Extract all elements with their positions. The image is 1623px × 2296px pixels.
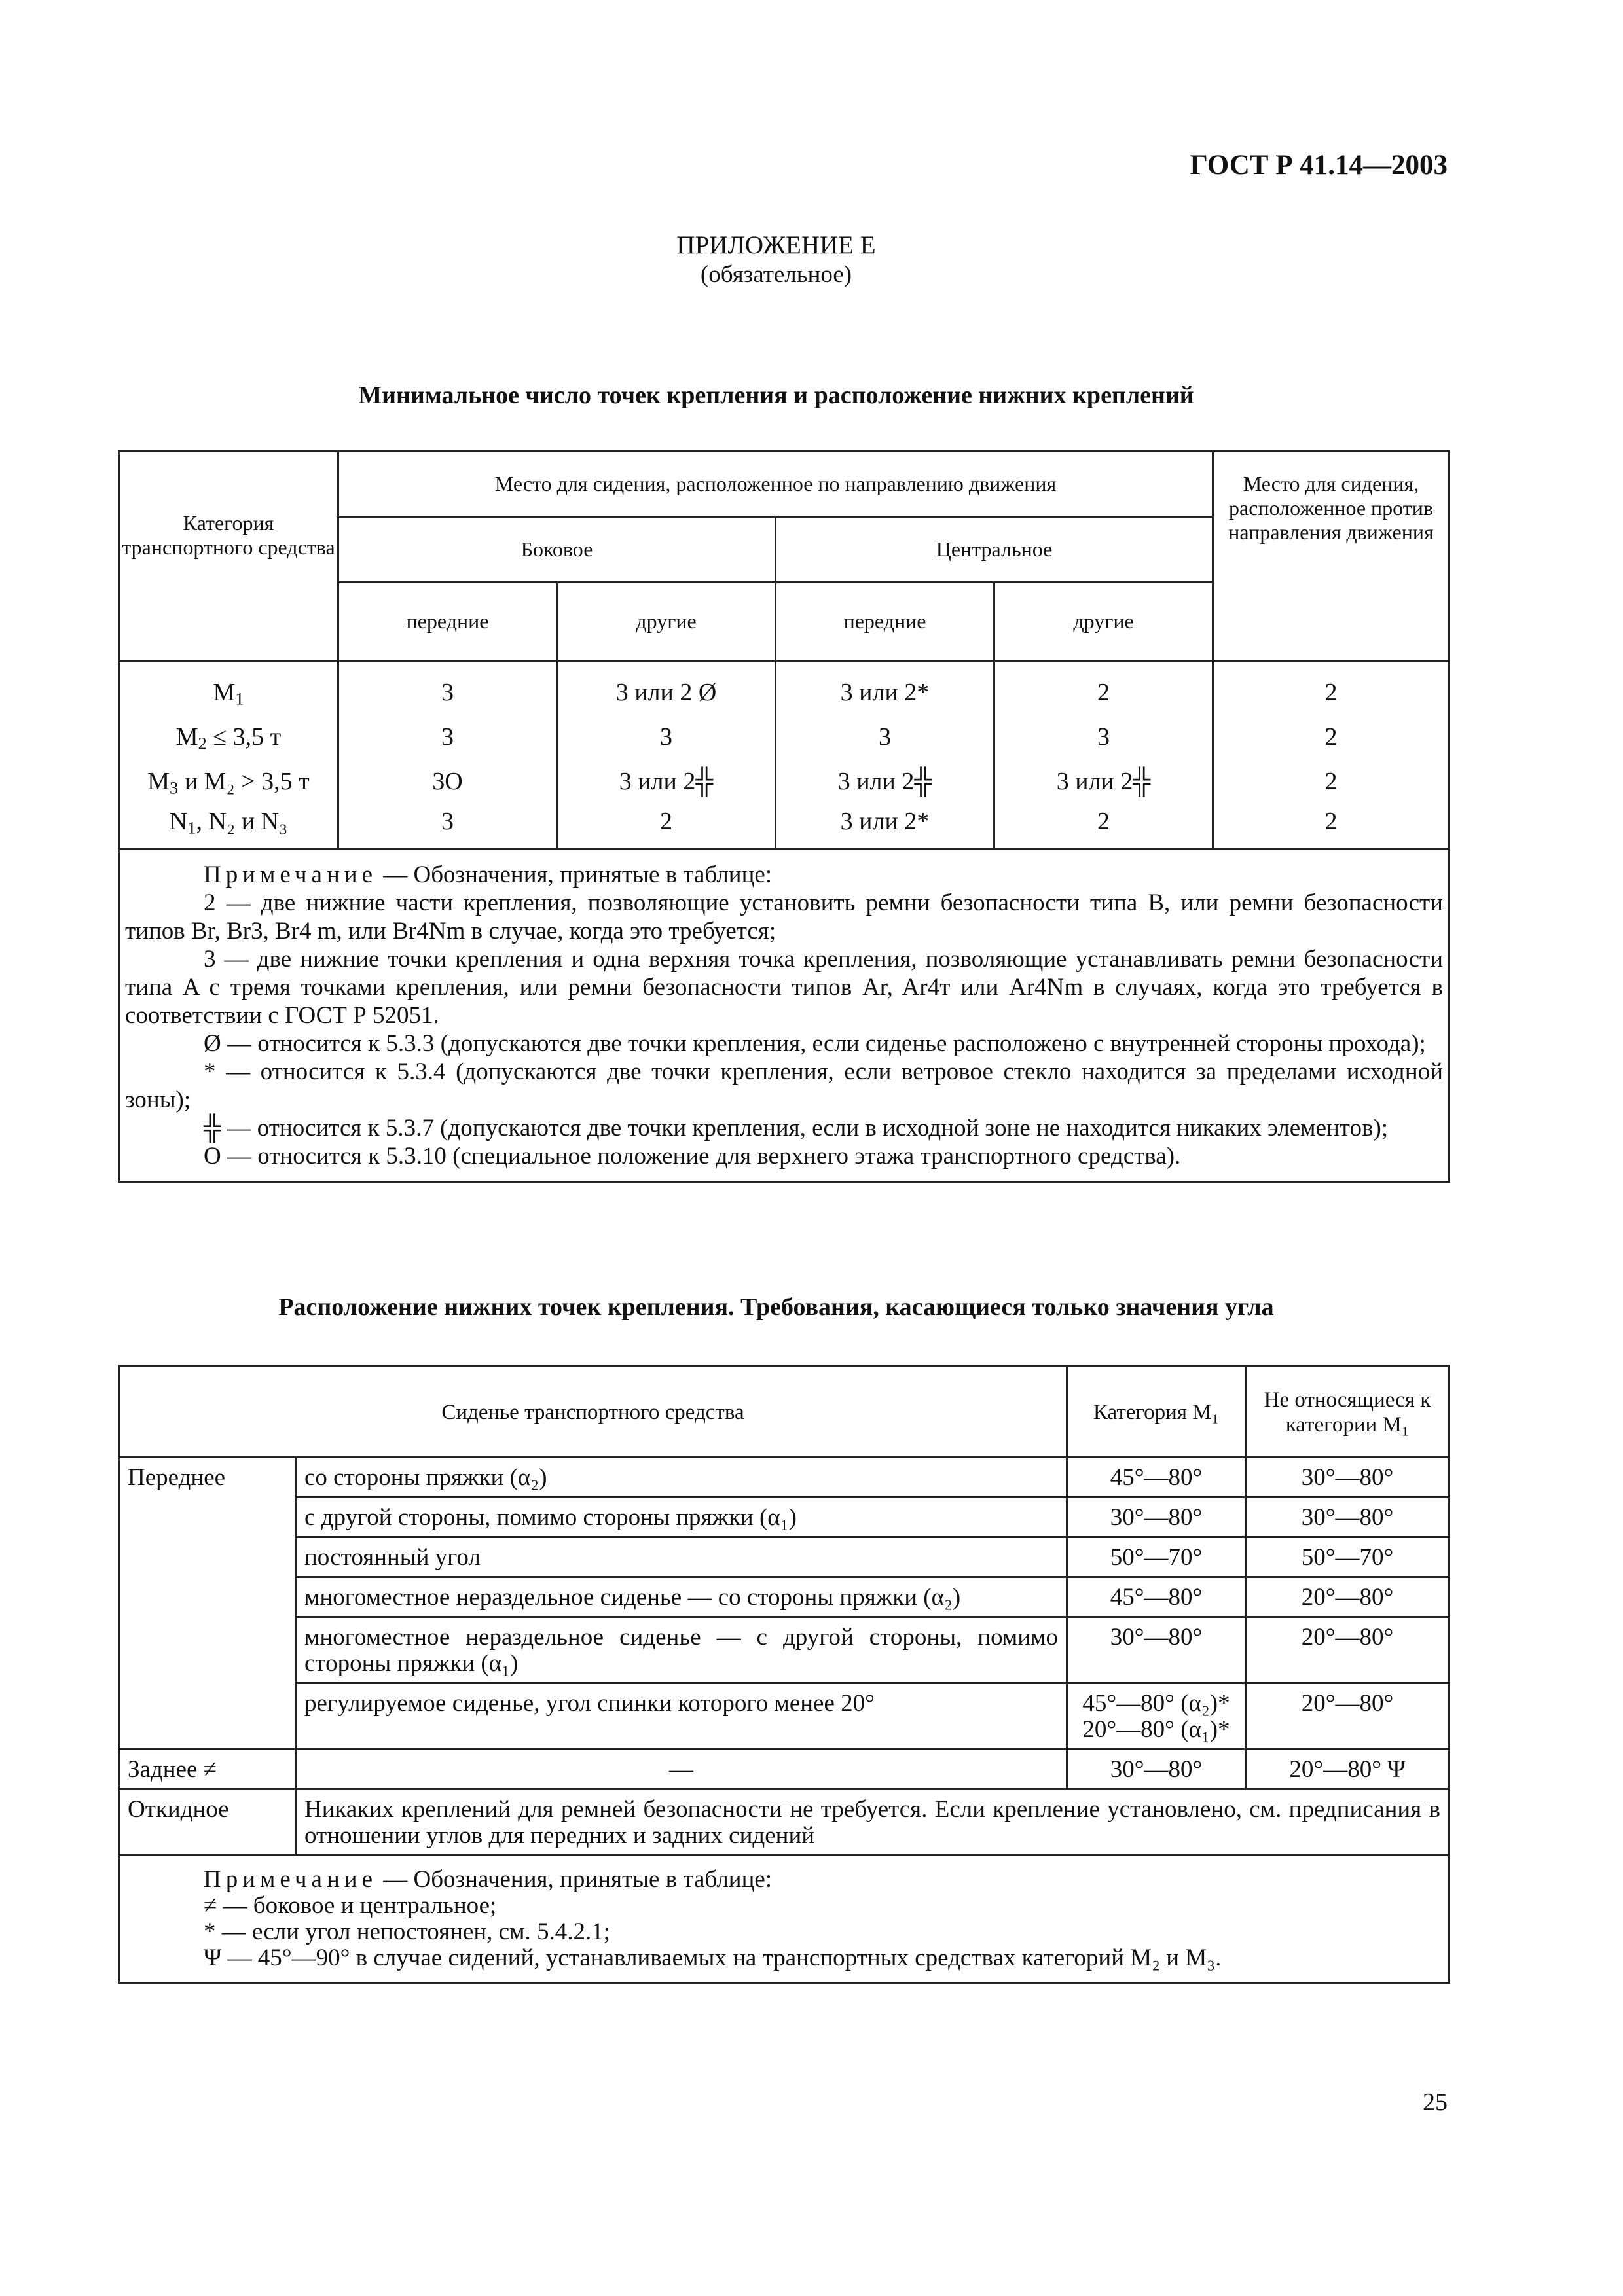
table-row [119, 1683, 1450, 1749]
appendix-title: ПРИЛОЖЕНИЕ Е [676, 231, 876, 259]
table-row [119, 1498, 1450, 1537]
header-rear-facing: Место для сидения, расположенное против направления движения [1213, 452, 1450, 661]
table-row [119, 1749, 1450, 1789]
value-cell: 3 или 2* [776, 804, 994, 850]
folding-seat-label: Откидное [119, 1789, 296, 1856]
not-m1-angle: 20°—80° [1246, 1617, 1450, 1683]
value-cell: 3 [338, 661, 557, 715]
table-row [119, 759, 1450, 804]
header-forward-facing: Место для сидения, расположенное по направлению движения [338, 452, 1213, 517]
value-cell: 2 [1213, 759, 1450, 804]
table1-note [119, 850, 1450, 1182]
value-cell: 3O [338, 759, 557, 804]
page-number: 25 [1423, 2089, 1448, 2116]
note-line: Ø — относится к 5.3.3 (допускаются две точки крепления, если сиденье расположено с внутренней стороны прохода); [204, 1030, 1426, 1057]
anchorage-count-table [118, 450, 1450, 1183]
seat-description: многоместное нераздельное сиденье — с другой стороны, помимо стороны пряжки (α₁) [296, 1617, 1067, 1683]
m1-angle: 30°—80° [1067, 1498, 1246, 1537]
value-cell: 3 [338, 715, 557, 759]
header-center-other: другие [994, 583, 1213, 661]
value-cell: 2 [557, 804, 776, 850]
note-intro: — Обозначения, принятые в таблице: [383, 1866, 773, 1893]
not-m1-angle: 20°—80° Ψ [1246, 1749, 1450, 1789]
value-cell: 3 или 2╬ [776, 759, 994, 804]
seat-description: многоместное нераздельное сиденье — со стороны пряжки (α₂) [296, 1577, 1067, 1617]
table-row [119, 804, 1450, 850]
header-seat: Сиденье транспортного средства [119, 1366, 1067, 1458]
header-side: Боковое [338, 517, 776, 583]
document-code: ГОСТ Р 41.14—2003 [1190, 150, 1448, 181]
note-line: ≠ — боковое и центральное; [204, 1892, 497, 1919]
table-row [119, 1617, 1450, 1683]
header-center: Центральное [776, 517, 1213, 583]
value-cell: 3 или 2 Ø [557, 661, 776, 715]
seat-description: со стороны пряжки (α₂) [296, 1458, 1067, 1498]
table-row [119, 1458, 1450, 1498]
table2-title: Расположение нижних точек крепления. Требования, касающиеся только значения угла [278, 1293, 1274, 1321]
not-m1-angle: 30°—80° [1246, 1498, 1450, 1537]
value-cell: 3 [338, 804, 557, 850]
note-line: * — если угол непостоянен, см. 5.4.2.1; [204, 1918, 611, 1945]
value-cell: 2 [1213, 804, 1450, 850]
value-cell: 3 или 2╬ [557, 759, 776, 804]
m1-angle: 45°—80° [1067, 1577, 1246, 1617]
value-cell: 3 или 2* [776, 661, 994, 715]
header-category: Категория транспортного средства [119, 452, 338, 661]
header-side-front: передние [338, 583, 557, 661]
value-cell: 2 [994, 804, 1213, 850]
note-line: 3 — две нижние точки крепления и одна верхняя точка крепления, позволяющие устанавливать ремни безопасности типа A с тремя точками крепления, или ремни безопасности типов Ar, Ar4т или Ar4Nm в случаях, когда это требуется в соответствии с ГОСТ Р 52051. [125, 946, 1443, 1029]
m1-angle: 30°—80° [1067, 1617, 1246, 1683]
not-m1-angle: 20°—80° [1246, 1577, 1450, 1617]
note-line: O — относится к 5.3.10 (специальное положение для верхнего этажа транспортного средства). [204, 1143, 1181, 1170]
table-row [119, 1789, 1450, 1856]
table2-note [119, 1856, 1450, 1983]
not-m1-angle: 20°—80° [1246, 1683, 1450, 1749]
category-cell: $M_1$ [119, 661, 338, 715]
header-center-front: передние [776, 583, 994, 661]
note-word: Примечание [204, 1866, 377, 1893]
value-cell: 2 [994, 661, 1213, 715]
note-line: Ψ — 45°—90° в случае сидений, устанавливаемых на транспортных средствах категорий M₂ и M₃. [204, 1945, 1222, 1971]
folding-seat-text: Никаких креплений для ремней безопасности не требуется. Если крепление установлено, см. предписания в отношении углов для передних и задних сидений [296, 1789, 1450, 1856]
appendix-subtitle: (обязательное) [700, 261, 852, 288]
category-cell: $M_2 \le 3,5$ т [119, 715, 338, 759]
value-cell: 3 [776, 715, 994, 759]
note-line: ╬ — относится к 5.3.7 (допускаются две точки крепления, если в исходной зоне не находится никаких элементов); [204, 1115, 1389, 1141]
front-seat-label: Переднее [119, 1458, 296, 1749]
header-not-m1: Не относящиеся к категории M₁ [1246, 1366, 1450, 1458]
not-m1-angle: 50°—70° [1246, 1537, 1450, 1577]
table1-title: Минимальное число точек крепления и расположение нижних креплений [358, 382, 1194, 409]
note-word: Примечание [204, 861, 377, 888]
category-cell: $M_3$ и M₂ > 3,5 т [119, 759, 338, 804]
table-row [119, 1577, 1450, 1617]
anchorage-angle-table [118, 1365, 1450, 1984]
seat-description: — [296, 1749, 1067, 1789]
m1-angle: 30°—80° [1067, 1749, 1246, 1789]
value-cell: 3 [994, 715, 1213, 759]
seat-description: с другой стороны, помимо стороны пряжки (α₁) [296, 1498, 1067, 1537]
note-line: * — относится к 5.3.4 (допускаются две точки крепления, если ветровое стекло находится за пределами исходной зоны); [125, 1058, 1443, 1113]
table-row [119, 661, 1450, 715]
m1-angle: 45°—80° [1067, 1458, 1246, 1498]
value-cell: 2 [1213, 715, 1450, 759]
m1-angle: 50°—70° [1067, 1537, 1246, 1577]
seat-description: регулируемое сиденье, угол спинки которого менее 20° [296, 1683, 1067, 1749]
table-row [119, 715, 1450, 759]
note-line: 2 — две нижние части крепления, позволяющие установить ремни безопасности типа B, или ремни безопасности типов Br, Br3, Br4 m, или Br4Nm в случае, когда это требуется; [125, 889, 1443, 944]
m1-angle: 45°—80° (α₂)* 20°—80° (α₁)* [1067, 1683, 1246, 1749]
not-m1-angle: 30°—80° [1246, 1458, 1450, 1498]
value-cell: 3 или 2╬ [994, 759, 1213, 804]
value-cell: 2 [1213, 661, 1450, 715]
rear-seat-label: Заднее ≠ [119, 1749, 296, 1789]
seat-description: постоянный угол [296, 1537, 1067, 1577]
table-row [119, 1537, 1450, 1577]
header-side-other: другие [557, 583, 776, 661]
note-intro: — Обозначения, принятые в таблице: [383, 861, 773, 888]
category-cell: $N_1$, N₂ и N₃ [119, 804, 338, 850]
value-cell: 3 [557, 715, 776, 759]
header-category-m1: Категория M₁ [1067, 1366, 1246, 1458]
